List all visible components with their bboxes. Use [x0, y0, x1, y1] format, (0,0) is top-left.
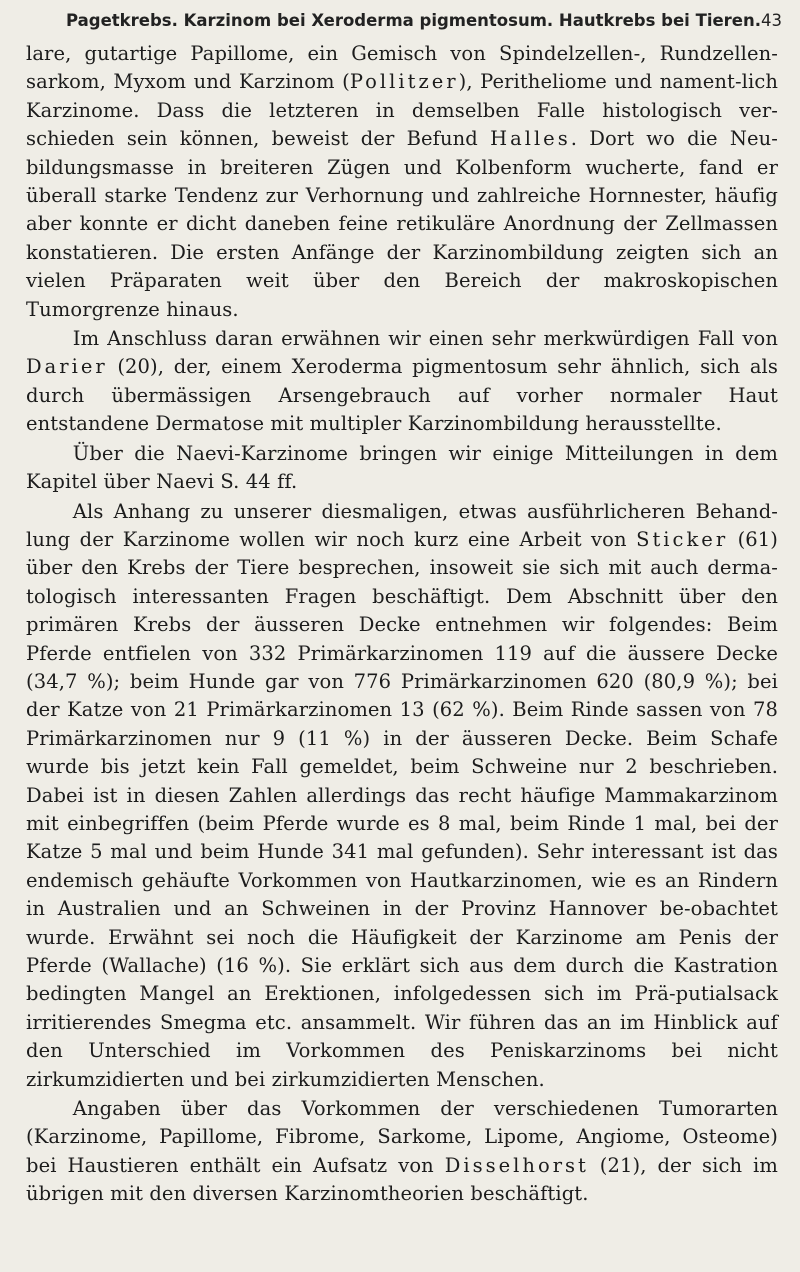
paragraph-halle: [26, 40, 778, 324]
page-body: [26, 40, 778, 1209]
running-title: Pagetkrebs. Karzinom bei Xeroderma pigmentosum. Hautkrebs bei Tieren.: [66, 11, 762, 30]
paragraph-naevi: [26, 440, 778, 497]
page-number: 43: [761, 11, 782, 30]
running-header: [26, 11, 782, 37]
paragraph-disselhorst: [26, 1095, 778, 1209]
author-name: Darier: [26, 355, 108, 379]
author-name: Halles: [490, 127, 571, 151]
text-run: (20), der, einem Xeroderma pigmentosum sehr ähnlich, sich als durch übermässigen Arsengebrauch auf vorher normaler Haut entstandene Dermatose mit multipler Karzinombildung herausstellte.: [26, 355, 778, 436]
author-name: Sticker: [636, 527, 729, 551]
text-run: Als Anhang zu unserer diesmaligen, etwas ausführlicheren Behand-lung der Karzinome wollen wir noch kurz eine Arbeit von: [26, 499, 778, 551]
text-run: (61) über den Krebs der Tiere besprechen, insoweit sie sich mit auch derma-tologisch interessanten Fragen beschäftigt. Dem Abschnitt über den primären Krebs der äusseren Decke entnehmen wir folgendes: Beim Pferde entfielen von 332 Primärkarzinomen 119 auf die äussere Decke (34,7 %); beim Hunde gar von 776 Primärkarzinomen 620 (80,9 %); bei der Katze von 21 Primärkarzinomen 13 (62 %). Beim Rinde sassen von 78 Primärkarzinomen nur 9 (11 %) in der äusseren Decke. Beim Schafe wurde bis jetzt kein Fall gemeldet, beim Schweine nur 2 beschrieben. Dabei ist in diesen Zahlen allerdings das recht häufige Mammakarzinom mit einbegriffen (beim Pferde wurde es 8 mal, beim Rinde 1 mal, bei der Katze 5 mal und beim Hunde 341 mal gefunden). Sehr interessant ist das endemisch gehäufte Vorkommen von Hautkarzinomen, wie es an Rindern in Australien und an Schweinen in der Provinz Hannover be-obachtet wurde. Erwähnt sei noch die Häufigkeit der Karzinome am Penis der Pferde (Wallache) (16 %). Sie erklärt sich aus dem durch die Kastration bedingten Mangel an Erektionen, infolgedessen sich im Prä-putialsack irritierendes Smegma etc. ansammelt. Wir führen das an im Hinblick auf den Unterschied im Vorkommen des Peniskarzinoms bei nicht zirkumzidierten und bei zirkumzidierten Menschen.: [26, 527, 778, 1091]
text-run: lare, gutartige Papillome, ein Gemisch von Spindelzellen-, Rundzellen-sarkom, Myxom und Karzinom (: [26, 42, 778, 94]
paragraph-sticker: [26, 498, 778, 1095]
text-run: Über die Naevi-Karzinome bringen wir einige Mitteilungen in dem Kapitel über Naevi S. 44 ff.: [26, 441, 778, 494]
author-name: Disselhorst: [444, 1153, 589, 1177]
text-run: . Dort wo die Neu-bildungsmasse in breiteren Zügen und Kolbenform wucherte, fand er überall starke Tendenz zur Verhornung und zahlreiche Hornnester, häufig aber konnte er dicht daneben feine retikuläre Anordnung der Zellmassen konstatieren. Die ersten Anfänge der Karzinombildung zeigten sich an vielen Präparaten weit über den Bereich der makroskopischen Tumorgrenze hinaus.: [26, 127, 778, 321]
text-run: Angaben über das Vorkommen der verschiedenen Tumorarten (Karzinome, Papillome, Fibrome, Sarkome, Lipome, Angiome, Osteome) bei Haustieren enthält ein Aufsatz von: [26, 1097, 778, 1177]
text-run: ), Peritheliome und nament-lich Karzinome. Dass die letzteren in demselben Falle histologisch ver-schieden sein können, beweist der Befund: [26, 70, 778, 151]
paragraph-darier: [26, 325, 778, 439]
text-run: Im Anschluss daran erwähnen wir einen sehr merkwürdigen Fall von: [72, 327, 778, 351]
author-name: Pollitzer: [349, 70, 459, 94]
text-run: (21), der sich im übrigen mit den diversen Karzinomtheorien beschäftigt.: [26, 1153, 778, 1206]
